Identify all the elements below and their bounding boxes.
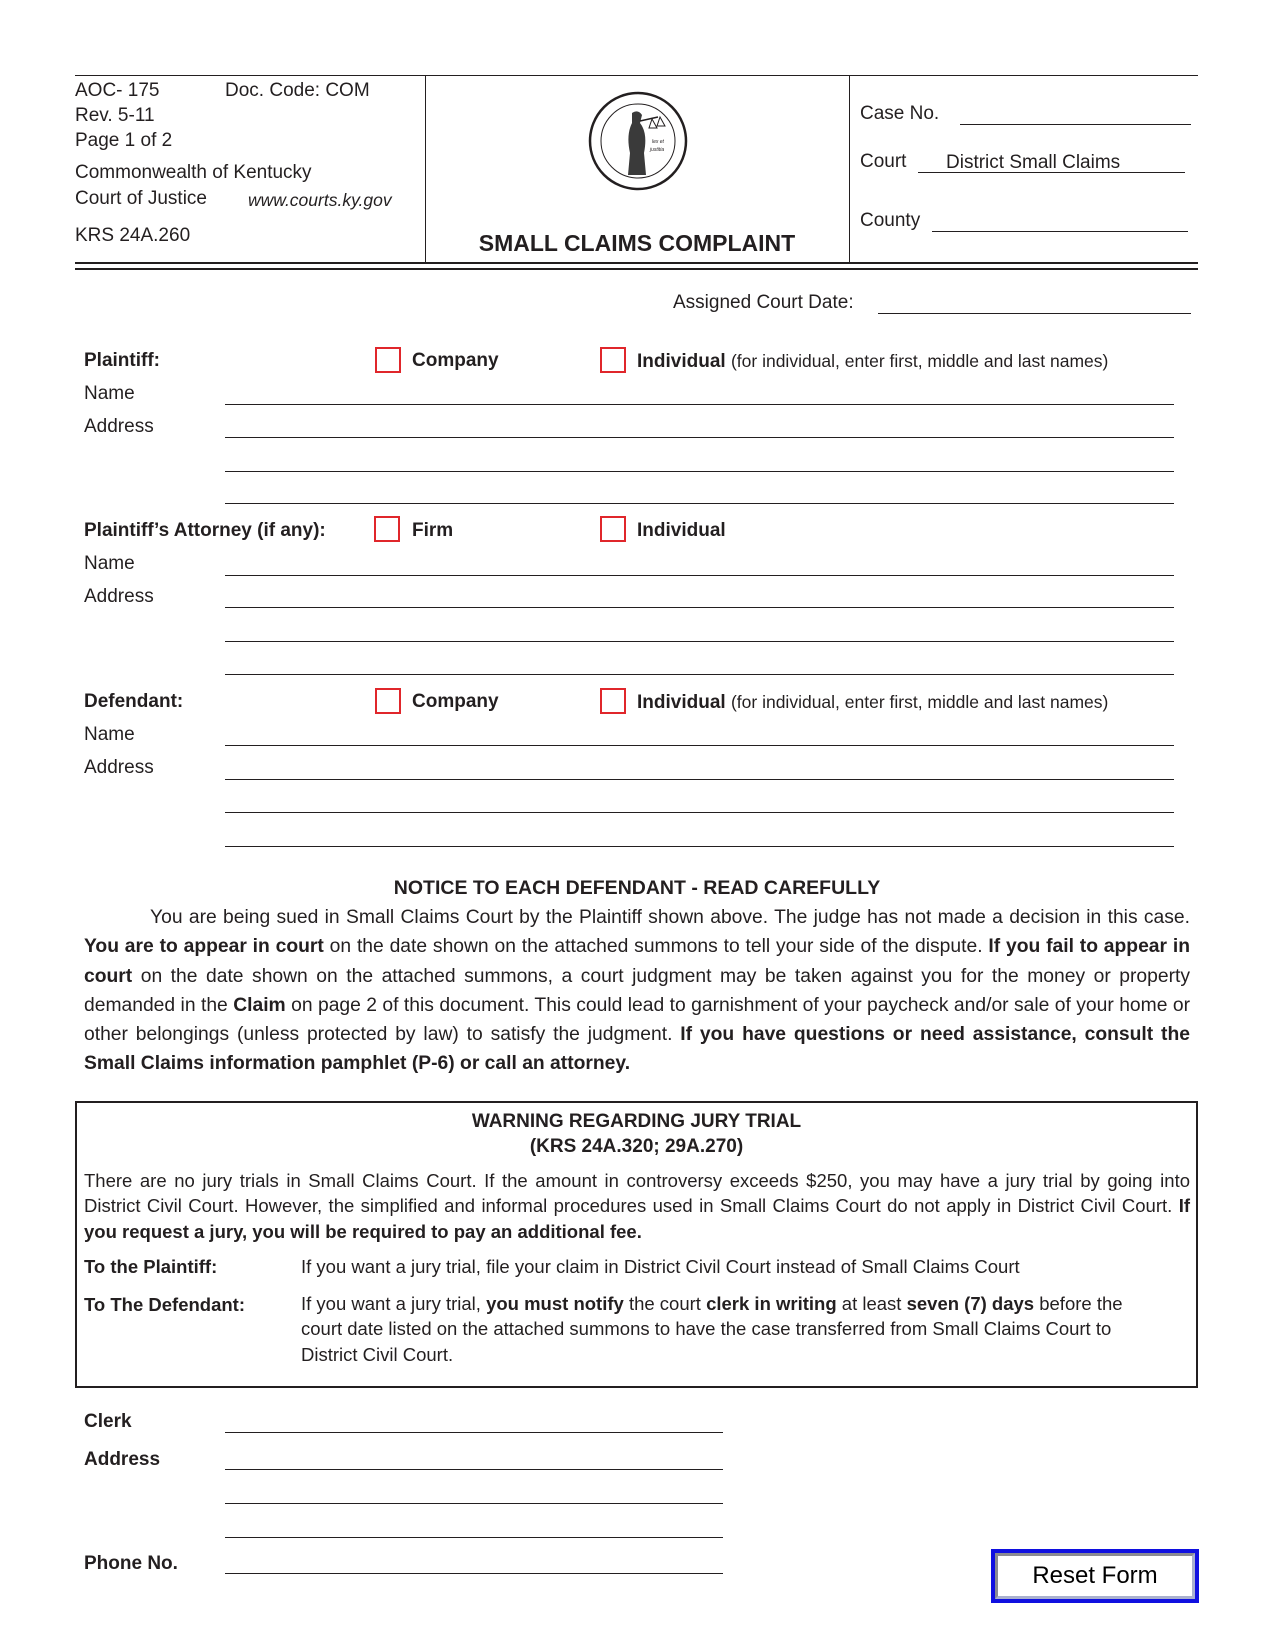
plaintiff-individual-label [637,350,1108,373]
reset-form-label: Reset Form [995,1553,1195,1599]
clerk-address-label: Address [84,1449,161,1470]
plaintiff-company-checkbox[interactable] [375,347,401,373]
notice-text: on the date shown on the attached summons, a court judgment may be taken against you for the money or property demanded in the [84,965,1190,1016]
notice-text: on the date shown on the attached summons to tell your side of the dispute. [323,936,989,958]
defendant-individual-checkbox[interactable] [600,688,626,714]
phone-field[interactable] [225,1573,723,1574]
warning-paragraph [84,1168,1190,1244]
plaintiff-individual-checkbox[interactable] [600,347,626,373]
notice-bold: You are to appear in court [84,936,324,958]
def-text: at least [836,1293,907,1314]
defendant-address-field-1[interactable] [225,779,1174,780]
plaintiff-address-field-3[interactable] [225,503,1174,504]
notice-text: on page 2 of this document. This could lead to garnishment of your paycheck and/or sale of your home or other belongings (unless protected by law) to satisfy the judgment. [84,994,1190,1046]
defendant-individual-label [637,691,1108,714]
attorney-address-field-3[interactable] [225,674,1174,675]
defendant-company-checkbox[interactable] [375,688,401,714]
clerk-address-field-3[interactable] [225,1537,723,1538]
header-divider-right [849,75,850,263]
attorney-individual-label: Individual [637,520,726,541]
attorney-firm-checkbox[interactable] [374,516,400,542]
def-text: If you want a jury trial, [301,1293,487,1314]
header-bottom-rule-2 [75,268,1198,270]
county-field[interactable] [932,231,1188,232]
phone-label: Phone No. [84,1553,178,1574]
plaintiff-name-field[interactable] [225,404,1174,405]
defendant-name-label: Name [84,724,135,745]
assigned-court-date-label: Assigned Court Date: [673,292,854,313]
county-label: County [860,210,921,231]
attorney-label: Plaintiff’s Attorney (if any): [84,520,326,541]
revision: Rev. 5-11 [75,105,155,126]
form-id: AOC- 175 [75,80,160,101]
attorney-name-label: Name [84,553,135,574]
clerk-field[interactable] [225,1432,723,1433]
attorney-individual-checkbox[interactable] [600,516,626,542]
court-seal-icon [588,91,688,191]
plaintiff-address-field-2[interactable] [225,471,1174,472]
to-plaintiff-label: To the Plaintiff: [84,1256,218,1277]
svg-text:justitia: justitia [650,147,665,153]
notice-bold: If you fail to appear in court [84,936,1190,987]
attorney-address-field-1[interactable] [225,607,1174,608]
warning-text: There are no jury trials in Small Claims Court. If the amount in controversy exceeds $250, you may have a jury trial by going into District Civil Court. However, the simplified and informal procedures used in Small Claims Court do not apply in District Civil Court. [84,1170,1190,1217]
individual-note: (for individual, enter first, middle and last names) [730,692,1109,712]
clerk-address-field-1[interactable] [225,1469,723,1470]
to-defendant-text [301,1291,1166,1367]
warning-title: WARNING REGARDING JURY TRIAL [471,1111,802,1132]
to-defendant-label: To The Defendant: [84,1294,246,1315]
page-number: Page 1 of 2 [75,130,173,151]
court-value[interactable]: District Small Claims [946,152,1121,173]
plaintiff-address-label: Address [84,416,154,437]
def-text: the court [623,1293,707,1314]
statute: KRS 24A.260 [75,225,191,246]
defendant-address-label: Address [84,757,154,778]
defendant-address-field-2[interactable] [225,812,1174,813]
svg-text:lex et: lex et [652,139,664,145]
def-bold: you must notify [486,1293,624,1314]
header-top-rule [75,75,1198,76]
notice-text: You are being sued in Small Claims Court by the Plaintiff shown above. The judge has not made a decision in this case. [150,907,1190,928]
notice-paragraph [84,903,1190,1079]
case-no-label: Case No. [860,103,940,124]
attorney-address-field-2[interactable] [225,641,1174,642]
clerk-address-field-2[interactable] [225,1503,723,1504]
attorney-name-field[interactable] [225,575,1174,576]
warning-subtitle: (KRS 24A.320; 29A.270) [529,1136,744,1157]
case-no-field[interactable] [960,124,1191,125]
notice-title: NOTICE TO EACH DEFENDANT - READ CAREFULLY [393,877,881,899]
def-bold: clerk in writing [706,1293,837,1314]
plaintiff-label: Plaintiff: [84,350,160,371]
header-bottom-rule [75,262,1198,264]
defendant-address-field-3[interactable] [225,846,1174,847]
defendant-name-field[interactable] [225,745,1174,746]
org-line-1: Commonwealth of Kentucky [75,162,312,183]
notice-bold: Claim [233,994,286,1016]
individual-note: (for individual, enter first, middle and last names) [730,351,1109,371]
notice-bold: If you have questions or need assistance, consult the Small Claims information pamphlet (P-6) or call an attorney. [84,1024,1190,1075]
plaintiff-address-field-1[interactable] [225,437,1174,438]
def-bold: seven (7) days [906,1293,1035,1314]
attorney-firm-label: Firm [412,520,454,541]
court-label: Court [860,151,907,172]
individual-text: Individual [637,351,726,372]
assigned-court-date-field[interactable] [878,313,1191,314]
website-link[interactable]: www.courts.ky.gov [248,190,392,210]
clerk-label: Clerk [84,1411,132,1432]
page-title: SMALL CLAIMS COMPLAINT [478,230,796,256]
doc-code: Doc. Code: COM [225,80,370,101]
to-plaintiff-text: If you want a jury trial, file your claim in District Civil Court instead of Small Claims Court [301,1256,1020,1277]
plaintiff-name-label: Name [84,383,135,404]
defendant-company-label: Company [412,691,499,712]
warning-bold: If you request a jury, you will be required to pay an additional fee. [84,1195,1190,1242]
org-line-2: Court of Justice [75,188,207,209]
individual-text: Individual [637,692,726,713]
defendant-label: Defendant: [84,691,184,712]
plaintiff-company-label: Company [412,350,499,371]
attorney-address-label: Address [84,586,154,607]
reset-form-button[interactable] [991,1549,1199,1603]
def-text: before the court date listed on the attached summons to have the case transferred from Small Claims Court to District Civil Court. [301,1293,1123,1365]
